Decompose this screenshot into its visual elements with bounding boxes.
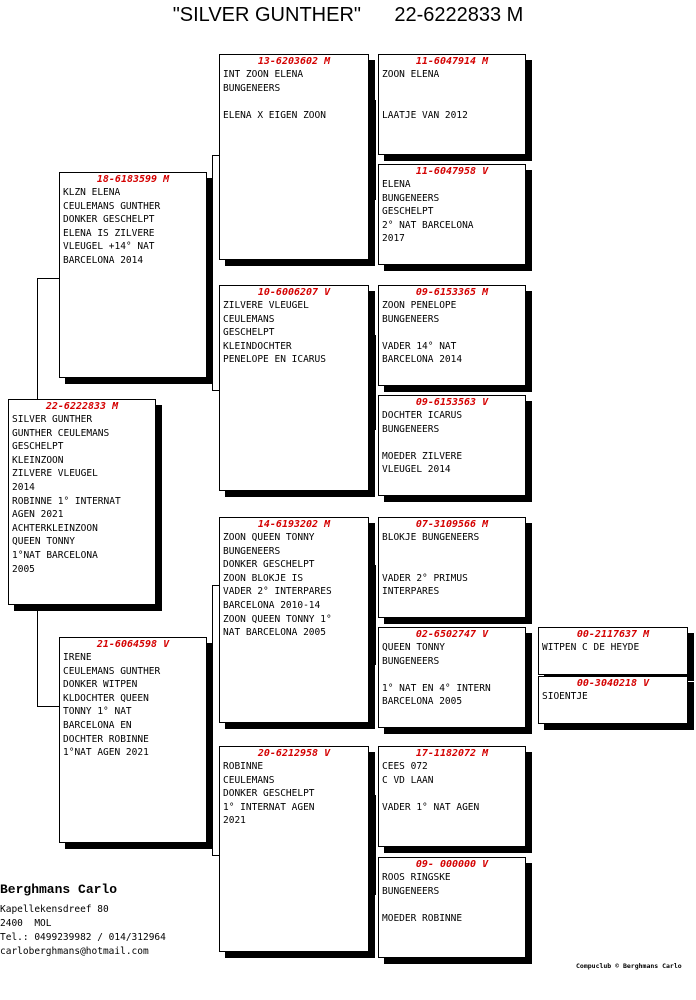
pigeon-card-fmf xyxy=(378,285,526,386)
card-line: 2° NAT BARCELONA xyxy=(382,219,474,231)
pigeon-card-mother xyxy=(59,637,207,843)
connector-line xyxy=(530,648,531,698)
card-line: VLEUGEL 2014 xyxy=(382,464,451,476)
card-line: 1°NAT AGEN 2021 xyxy=(63,747,149,759)
card-line: BARCELONA 2014 xyxy=(63,254,144,266)
card-line: VADER 2° INTERPARES xyxy=(223,586,332,598)
owner-phone: Tel.: 0499239982 / 014/312964 xyxy=(0,932,166,943)
card-line xyxy=(379,558,525,572)
card-line: 2017 xyxy=(382,233,405,245)
card-line: SIOENTJE xyxy=(542,691,588,702)
owner-email: carloberghmans@hotmail.com xyxy=(0,946,149,957)
card-line: GESCHELPT xyxy=(382,206,434,218)
card-line: QUEEN TONNY xyxy=(382,642,445,653)
card-line: AGEN 2021 xyxy=(12,509,64,521)
card-line xyxy=(379,787,525,801)
card-line: INTERPARES xyxy=(382,586,440,598)
card-line xyxy=(379,326,525,340)
card-line: KLDOCHTER QUEEN xyxy=(63,692,149,704)
card-line: QUEEN TONNY xyxy=(12,536,75,548)
card-line: IRENE xyxy=(63,652,92,663)
card-line: VLEUGEL +14° NAT xyxy=(63,241,155,253)
owner-info xyxy=(0,882,166,959)
card-line: DONKER GESCHELPT xyxy=(63,214,155,226)
card-line: DONKER GESCHELPT xyxy=(223,559,315,571)
card-line: MOEDER ROBINNE xyxy=(382,912,463,924)
pigeon-card-mff xyxy=(378,517,526,618)
card-line: DONKER GESCHELPT xyxy=(223,788,315,800)
card-line xyxy=(379,898,525,912)
pigeon-card-mfmf xyxy=(538,627,688,675)
card-line: WITPEN C DE HEYDE xyxy=(542,642,640,653)
card-line: C VD LAAN xyxy=(382,774,434,786)
card-line: CEULEMANS xyxy=(223,774,275,786)
card-line xyxy=(379,95,525,109)
ring-number: 00-2117637 M xyxy=(576,629,650,640)
card-line: BARCELONA 2010-14 xyxy=(223,599,321,611)
card-line: NAT BARCELONA 2005 xyxy=(223,627,326,639)
owner-name: Berghmans Carlo xyxy=(0,882,118,897)
card-line: TONNY 1° NAT xyxy=(63,706,132,718)
connector-line xyxy=(375,795,376,895)
card-line: BUNGENEERS xyxy=(382,655,440,667)
card-line: 1° INTERNAT AGEN xyxy=(223,801,315,813)
pigeon-card-ff xyxy=(219,54,369,260)
card-line: BUNGENEERS xyxy=(382,192,440,204)
card-line: BUNGENEERS xyxy=(382,885,440,897)
card-line: BARCELONA 2005 xyxy=(382,696,463,708)
card-line: KLEINDOCHTER xyxy=(223,340,292,352)
ring-number: 09- 000000 V xyxy=(415,859,489,870)
card-line xyxy=(379,545,525,559)
owner-city: 2400 MOL xyxy=(0,918,52,929)
ring-number: 11-6047958 V xyxy=(415,166,489,177)
card-line: ELENA xyxy=(382,179,411,190)
card-line: KLEINZOON xyxy=(12,454,64,466)
card-line: ZOON ELENA xyxy=(382,69,440,80)
card-line xyxy=(379,668,525,682)
ring-number: 09-6153365 M xyxy=(415,287,489,298)
card-line: CEULEMANS xyxy=(223,313,275,325)
card-line: BLOKJE BUNGENEERS xyxy=(382,532,480,543)
pigeon-card-mm xyxy=(219,746,369,952)
card-line: BARCELONA 2014 xyxy=(382,354,463,366)
card-line: CEULEMANS GUNTHER xyxy=(63,665,161,677)
pigeon-card-fff xyxy=(378,54,526,155)
card-line: VADER 2° PRIMUS xyxy=(382,572,468,584)
ring-number: 13-6203602 M xyxy=(257,56,331,67)
card-line: GUNTHER CEULEMANS xyxy=(12,427,110,439)
connector-line xyxy=(37,278,38,400)
card-line: ZOON BLOKJE IS xyxy=(223,572,304,584)
ring-number: 10-6006207 V xyxy=(257,287,331,298)
card-line: 1° NAT EN 4° INTERN xyxy=(382,682,491,694)
card-line: 2014 xyxy=(12,481,35,493)
card-line: CEULEMANS GUNTHER xyxy=(63,200,161,212)
card-line: 2005 xyxy=(12,563,35,575)
card-line: 1°NAT BARCELONA xyxy=(12,549,98,561)
ring-number: 00-3040218 V xyxy=(576,678,650,689)
card-line: BUNGENEERS xyxy=(382,313,440,325)
card-line: ZOON QUEEN TONNY xyxy=(223,532,315,543)
card-line: PENELOPE EN ICARUS xyxy=(223,354,326,366)
card-line xyxy=(379,82,525,96)
connector-line xyxy=(37,606,38,706)
owner-address: Kapellekensdreef 80 xyxy=(0,904,109,915)
card-line: BUNGENEERS xyxy=(223,545,281,557)
ring-number: 22-6222833 M xyxy=(45,401,119,412)
card-line: ZILVERE VLEUGEL xyxy=(223,300,309,311)
connector-line xyxy=(375,100,376,200)
card-line: ZILVERE VLEUGEL xyxy=(12,468,98,480)
pigeon-card-mfm xyxy=(378,627,526,728)
pigeon-card-mmm xyxy=(378,857,526,958)
card-line: VADER 1° NAT AGEN xyxy=(382,801,480,813)
card-line: ELENA IS ZILVERE xyxy=(63,227,155,239)
card-line: MOEDER ZILVERE xyxy=(382,450,463,462)
ring-number: 17-1182072 M xyxy=(415,748,489,759)
connector-line xyxy=(212,155,213,390)
card-line: INT ZOON ELENA xyxy=(223,69,304,80)
card-line: ZOON QUEEN TONNY 1° xyxy=(223,613,332,625)
ring-number: 18-6183599 M xyxy=(96,174,170,185)
card-line: VADER 14° NAT xyxy=(382,340,457,352)
ring-number: 11-6047914 M xyxy=(415,56,489,67)
card-line: GESCHELPT xyxy=(12,441,64,453)
card-line: ROBINNE xyxy=(223,761,264,772)
card-line xyxy=(220,95,368,109)
card-line: ELENA X EIGEN ZOON xyxy=(223,109,326,121)
connector-line xyxy=(37,278,60,279)
ring-number: 07-3109566 M xyxy=(415,519,489,530)
ring-number: 14-6193202 M xyxy=(257,519,331,530)
pigeon-card-ffm xyxy=(378,164,526,265)
connector-line xyxy=(37,706,60,707)
pigeon-card-mmf xyxy=(378,746,526,847)
card-line: LAATJE VAN 2012 xyxy=(382,109,468,121)
page-title: "SILVER GUNTHER" 22-6222833 M xyxy=(172,4,524,26)
connector-line xyxy=(212,585,213,855)
card-line: 2021 xyxy=(223,815,246,827)
card-line: DOCHTER ICARUS xyxy=(382,410,463,421)
ring-number: 21-6064598 V xyxy=(96,639,170,650)
connector-line xyxy=(375,565,376,665)
card-line: DONKER WITPEN xyxy=(63,679,138,691)
pigeon-card-fmm xyxy=(378,395,526,496)
pigeon-card-subject xyxy=(8,399,156,605)
card-line: SILVER GUNTHER xyxy=(12,414,93,425)
card-line: BARCELONA EN xyxy=(63,719,132,731)
pigeon-card-fm xyxy=(219,285,369,491)
connector-line xyxy=(375,335,376,430)
ring-number: 20-6212958 V xyxy=(257,748,331,759)
card-line: CEES 072 xyxy=(382,761,428,772)
card-line: DOCHTER ROBINNE xyxy=(63,733,149,745)
card-line xyxy=(379,436,525,450)
card-line: BUNGENEERS xyxy=(382,423,440,435)
card-line: KLZN ELENA xyxy=(63,187,121,198)
copyright-note: Compuclub © Berghmans Carlo xyxy=(576,962,682,970)
pigeon-card-mf xyxy=(219,517,369,723)
card-line: ROOS RINGSKE xyxy=(382,872,451,883)
pigeon-card-mfmm xyxy=(538,676,688,724)
card-line: ROBINNE 1° INTERNAT xyxy=(12,495,121,507)
card-line: ACHTERKLEINZOON xyxy=(12,522,98,534)
ring-number: 02-6502747 V xyxy=(415,629,489,640)
ring-number: 09-6153563 V xyxy=(415,397,489,408)
pigeon-card-father xyxy=(59,172,207,378)
card-line: GESCHELPT xyxy=(223,327,275,339)
card-line: ZOON PENELOPE xyxy=(382,300,457,311)
card-line: BUNGENEERS xyxy=(223,82,281,94)
